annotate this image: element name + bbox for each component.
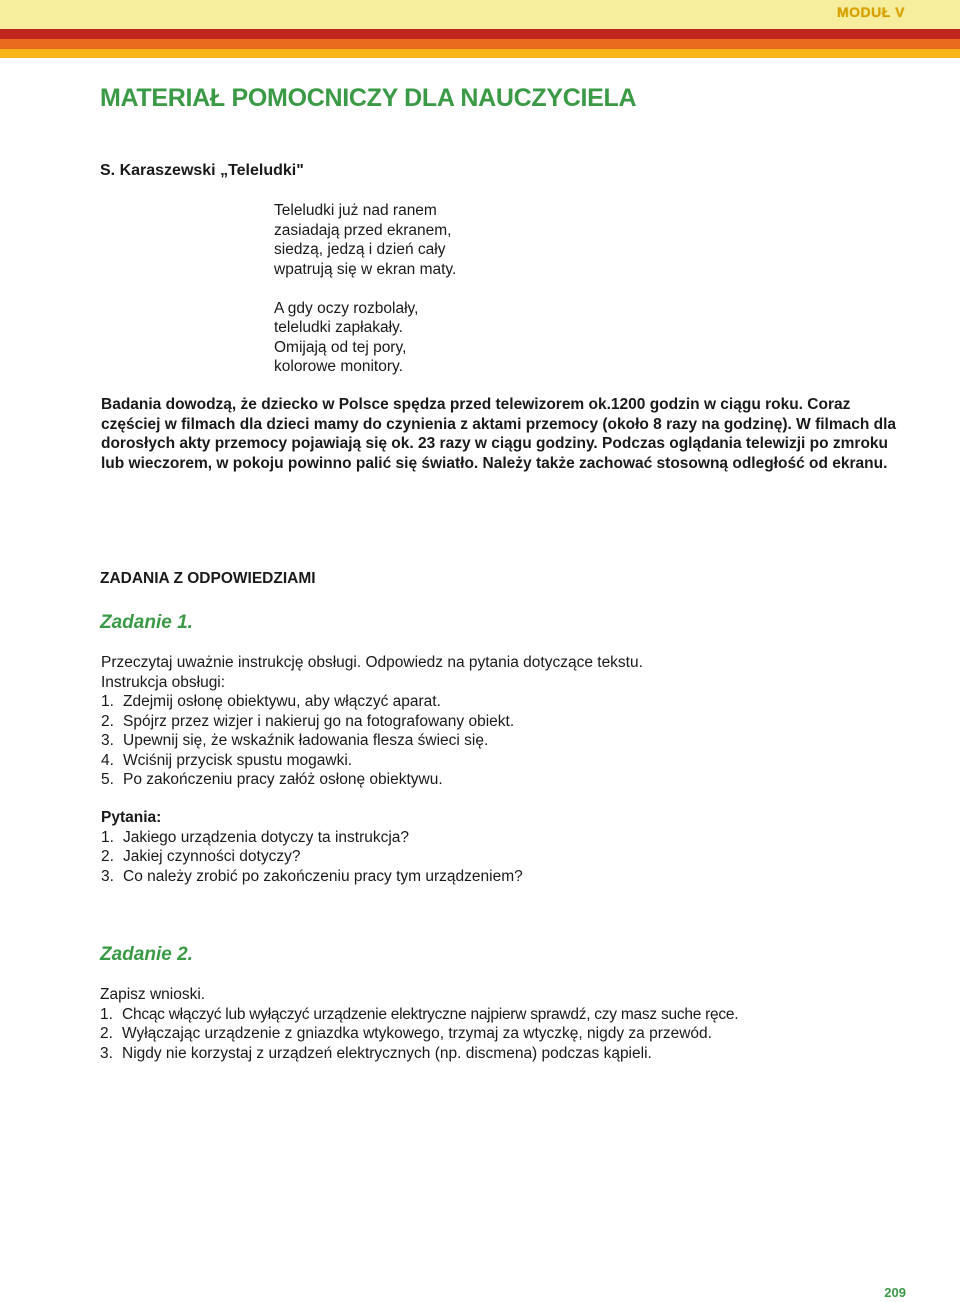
poem-line: teleludki zapłakały. bbox=[274, 319, 403, 336]
header-stripe-red bbox=[0, 29, 960, 39]
research-paragraph: Badania dowodzą, że dziecko w Polsce spędza przed telewizorem ok.1200 godzin w ciągu roku. Coraz częściej w filmach dla dzieci mamy do czynienia z aktami przemocy (około 8 razy na godzinę). W filmach dla dorosłych akty przemocy pojawiają się ok. 23 razy w ciągu godziny. Podczas oglądania telewizji po zmroku lub wieczorem, w pokoju powinno palić się światło. Należy także zachować stosowną odległość od ekranu. bbox=[101, 396, 897, 472]
poem-line: Teleludki już nad ranem bbox=[274, 202, 437, 219]
poem-line: kolorowe monitory. bbox=[274, 358, 403, 375]
list-item: 1. Zdejmij osłonę obiektywu, aby włączyć aparat. bbox=[101, 693, 441, 710]
poem-line: siedzą, jedzą i dzień cały bbox=[274, 241, 446, 258]
header-band bbox=[0, 0, 960, 29]
list-item: 4. Wciśnij przycisk spustu mogawki. bbox=[101, 751, 353, 769]
list-item: 3. Upewnij się, że wskaźnik ładowania flesza świeci się. bbox=[101, 732, 489, 749]
task-1-title: Zadanie 1. bbox=[100, 612, 193, 633]
page-number: 209 bbox=[884, 1285, 906, 1300]
task-1-body bbox=[101, 653, 643, 790]
section-heading: ZADANIA Z ODPOWIEDZIAMI bbox=[100, 570, 316, 587]
poem-line: A gdy oczy rozbolały, bbox=[274, 299, 419, 317]
list-item: 2. Spójrz przez wizjer i nakieruj go na fotografowany obiekt. bbox=[101, 712, 515, 730]
task-2-body bbox=[100, 985, 738, 1063]
header-stripe-yellow bbox=[0, 49, 960, 58]
poem-stanza-1 bbox=[274, 201, 456, 279]
list-item: 1. Chcąc włączyć lub wyłączyć urządzenie elektryczne najpierw sprawdź, czy masz suche ręce. bbox=[100, 1005, 739, 1023]
list-item: 2. Jakiej czynności dotyczy? bbox=[101, 848, 301, 865]
list-item: 3. Nigdy nie korzystaj z urządzeń elektrycznych (np. discmena) podczas kąpieli. bbox=[100, 1044, 652, 1062]
module-label: MODUŁ V bbox=[836, 4, 905, 20]
task-2-title: Zadanie 2. bbox=[100, 944, 193, 965]
list-item: 1. Jakiego urządzenia dotyczy ta instrukcja? bbox=[101, 828, 410, 846]
task-1-questions bbox=[101, 808, 523, 886]
manual-label: Instrukcja obsługi: bbox=[101, 673, 226, 691]
poem-line: Omijają od tej pory, bbox=[274, 338, 407, 356]
page-title: MATERIAŁ POMOCNICZY DLA NAUCZYCIELA bbox=[100, 84, 637, 112]
task-2-instruction: Zapisz wnioski. bbox=[100, 986, 206, 1003]
list-item: 5. Po zakończeniu pracy załóż osłonę obiektywu. bbox=[101, 771, 443, 788]
poem-stanza-2 bbox=[274, 299, 456, 377]
list-item: 2. Wyłączając urządzenie z gniazdka wtykowego, trzymaj za wtyczkę, nigdy za przewód. bbox=[100, 1025, 712, 1042]
poem-line: wpatrują się w ekran maty. bbox=[274, 260, 457, 278]
list-item: 3. Co należy zrobić po zakończeniu pracy tym urządzeniem? bbox=[101, 867, 523, 885]
poem-author-title: S. Karaszewski „Teleludki" bbox=[100, 162, 304, 179]
header-stripe-orange bbox=[0, 39, 960, 49]
poem bbox=[274, 201, 456, 396]
questions-label: Pytania: bbox=[101, 809, 162, 826]
poem-line: zasiadają przed ekranem, bbox=[274, 221, 452, 239]
task-1-instruction: Przeczytaj uważnie instrukcję obsługi. Odpowiedz na pytania dotyczące tekstu. bbox=[101, 654, 643, 671]
